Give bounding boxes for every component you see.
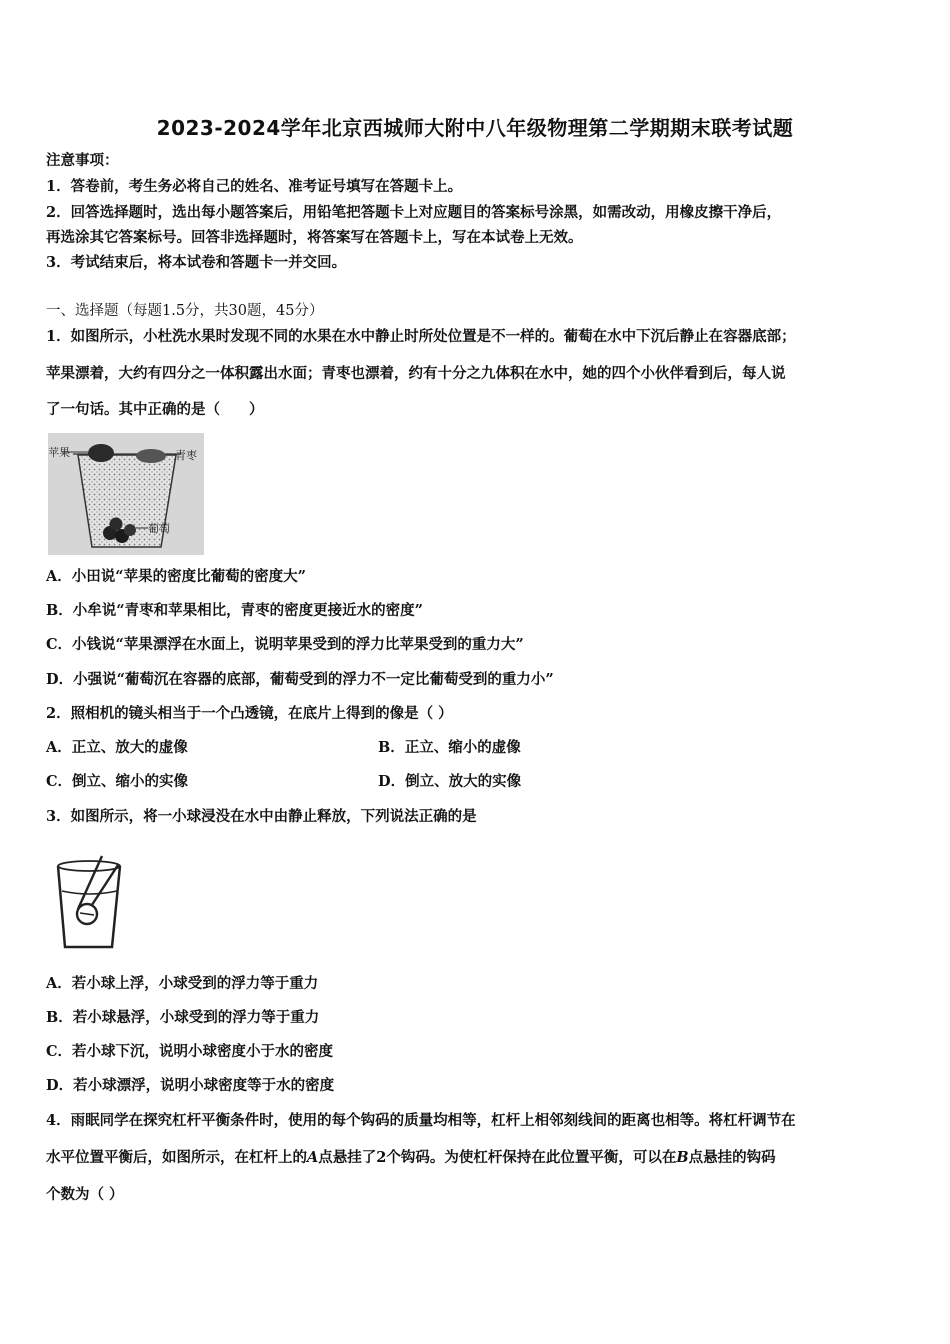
q2-option-d: D．倒立、放大的实像	[378, 773, 522, 790]
q4-stem-line: 水平位置平衡后，如图所示，在杠杆上的A点悬挂了2个钩码。为使杠杆保持在此位置平衡，可以在B点悬挂的钩码	[46, 1149, 776, 1166]
q1-fruit-cup-figure	[48, 433, 204, 555]
q2-option-c: C．倒立、缩小的实像	[46, 773, 189, 790]
grape-shape	[124, 524, 136, 536]
q3-option-b: B．若小球悬浮，小球受到的浮力等于重力	[46, 1009, 320, 1026]
q3-option-a: A．若小球上浮，小球受到的浮力等于重力	[46, 975, 319, 992]
section-heading: 一、选择题（每题1.5分，共30题，45分）	[46, 303, 324, 319]
q4-stem-line: 个数为（ ）	[46, 1186, 124, 1203]
q2-stem: 2．照相机的镜头相当于一个凸透镜，在底片上得到的像是（ ）	[46, 705, 453, 722]
apple-shape	[88, 444, 114, 462]
label-apple: 苹果	[48, 446, 70, 459]
q3-beaker-figure	[50, 851, 130, 951]
label-grape: 葡萄	[148, 522, 170, 535]
notice-item: 再选涂其它答案标号。回答非选择题时，将答案写在答题卡上，写在本试卷上无效。	[46, 229, 583, 246]
notice-heading: 注意事项：	[46, 152, 119, 169]
q1-option-c: C．小钱说“苹果漂浮在水面上，说明苹果受到的浮力比苹果受到的重力大”	[46, 636, 524, 653]
notice-item: 3．考试结束后，将本试卷和答题卡一并交回。	[46, 254, 347, 271]
q3-stem: 3．如图所示，将一小球浸没在水中由静止释放，下列说法正确的是	[46, 808, 477, 825]
grape-shape	[110, 518, 123, 531]
q1-stem-line: 了一句话。其中正确的是（ ）	[46, 401, 264, 418]
q1-option-b: B．小牟说“青枣和苹果相比，青枣的密度更接近水的密度”	[46, 602, 423, 619]
q3-option-d: D．若小球漂浮，说明小球密度等于水的密度	[46, 1077, 335, 1094]
q1-option-d: D．小强说“葡萄沉在容器的底部，葡萄受到的浮力不一定比葡萄受到的重力小”	[46, 671, 554, 688]
q4-stem-line: 4．雨眠同学在探究杠杆平衡条件时，使用的每个钩码的质量均相等，杠杆上相邻刻线间的距离也相等。将杠杆调节在	[46, 1112, 796, 1129]
point-b-label: B	[676, 1149, 689, 1166]
q2-option-b: B．正立、缩小的虚像	[378, 739, 521, 756]
jujube-shape	[136, 449, 166, 463]
q1-option-a: A．小田说“苹果的密度比葡萄的密度大”	[46, 568, 306, 585]
q3-option-c: C．若小球下沉，说明小球密度小于水的密度	[46, 1043, 334, 1060]
q1-stem-line: 1．如图所示，小杜洗水果时发现不同的水果在水中静止时所处位置是不一样的。葡萄在水中下沉后静止在容器底部；	[46, 328, 796, 345]
hand-stick	[78, 856, 102, 909]
q2-option-a: A．正立、放大的虚像	[46, 739, 188, 756]
water-line	[62, 891, 117, 894]
page-title: 2023-2024学年北京西城师大附中八年级物理第二学期期末联考试题	[156, 116, 794, 140]
label-jujube: 青枣	[175, 449, 197, 462]
notice-item: 2．回答选择题时，选出每小题答案后，用铅笔把答题卡上对应题目的答案标号涂黑，如需改动，用橡皮擦干净后，	[46, 204, 782, 221]
q1-stem-line: 苹果漂着，大约有四分之一体积露出水面；青枣也漂着，约有十分之九体积在水中，她的四个小伙伴看到后，每人说	[46, 365, 786, 382]
point-a-label: A	[307, 1149, 319, 1166]
notice-item: 1．答卷前，考生务必将自己的姓名、准考证号填写在答题卡上。	[46, 178, 463, 195]
